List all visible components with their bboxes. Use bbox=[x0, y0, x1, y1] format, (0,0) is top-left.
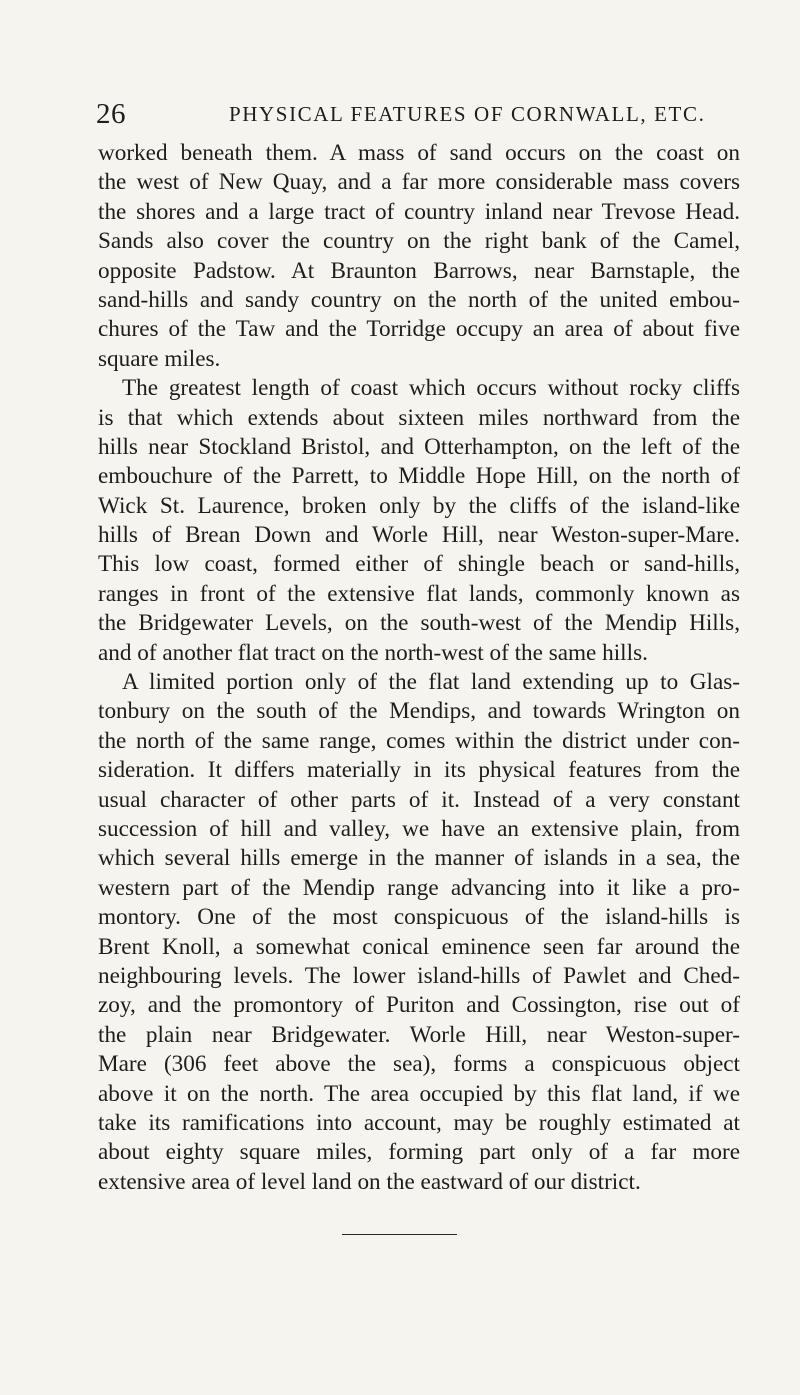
text-line: ranges in front of the extensive flat lands, commonly known as bbox=[98, 580, 740, 607]
text-line: the Bridgewater Levels, on the south-west of the Mendip Hills, bbox=[98, 610, 740, 637]
text-line: tonbury on the south of the Mendips, and towards Wrington on bbox=[98, 698, 740, 725]
text-line: neighbouring levels. The lower island-hills of Pawlet and Ched- bbox=[98, 962, 740, 989]
text-line: sand-hills and sandy country on the north of the united embou- bbox=[98, 286, 740, 313]
text-line: opposite Padstow. At Braunton Barrows, near Barnstaple, the bbox=[98, 257, 740, 284]
text-line: This low coast, formed either of shingle beach or sand-hills, bbox=[98, 551, 740, 578]
paragraph-start-line: A limited portion only of the flat land extending up to Glas- bbox=[122, 669, 740, 696]
text-line: Brent Knoll, a somewhat conical eminence seen far around the bbox=[98, 933, 740, 960]
text-line: above it on the north. The area occupied by this flat land, if we bbox=[98, 1080, 740, 1107]
text-line: worked beneath them. A mass of sand occurs on the coast on bbox=[98, 140, 740, 166]
text-line: western part of the Mendip range advancing into it like a pro- bbox=[98, 874, 740, 901]
text-line: succession of hill and valley, we have an extensive plain, from bbox=[98, 815, 740, 842]
text-line: Mare (306 feet above the sea), forms a conspicuous object bbox=[98, 1051, 740, 1078]
text-line: extensive area of level land on the eastward of our district. bbox=[98, 1168, 641, 1195]
text-line: and of another flat tract on the north-west of the same hills. bbox=[98, 639, 648, 666]
body-text bbox=[98, 139, 740, 1197]
text-line: zoy, and the promontory of Puriton and Cossington, rise out of bbox=[98, 992, 740, 1019]
text-line: about eighty square miles, forming part only of a far more bbox=[98, 1139, 740, 1166]
text-line: which several hills emerge in the manner of islands in a sea, the bbox=[98, 845, 740, 872]
page-header bbox=[96, 94, 736, 134]
text-line: the west of New Quay, and a far more considerable mass covers bbox=[98, 169, 740, 196]
text-line: embouchure of the Parrett, to Middle Hope Hill, on the north of bbox=[98, 463, 740, 490]
text-line: hills of Brean Down and Worle Hill, near Weston-super-Mare. bbox=[98, 522, 740, 549]
text-line: the plain near Bridgewater. Worle Hill, near Weston-super- bbox=[98, 1021, 740, 1048]
text-line: square miles. bbox=[98, 345, 221, 372]
text-line: Wick St. Laurence, broken only by the cliffs of the island-like bbox=[98, 492, 740, 519]
text-line: usual character of other parts of it. Instead of a very constant bbox=[98, 786, 740, 813]
text-line: take its ramifications into account, may be roughly estimated at bbox=[98, 1109, 740, 1136]
text-line: is that which extends about sixteen miles northward from the bbox=[98, 404, 740, 431]
text-line: sideration. It differs materially in its physical features from the bbox=[98, 757, 740, 784]
text-line: Sands also cover the country on the right bank of the Camel, bbox=[98, 228, 740, 255]
text-line: the north of the same range, comes within the district under con- bbox=[98, 727, 740, 754]
text-line: chures of the Taw and the Torridge occupy an area of about five bbox=[98, 316, 740, 343]
text-line: the shores and a large tract of country inland near Trevose Head. bbox=[98, 198, 740, 225]
text-line: hills near Stockland Bristol, and Otterhampton, on the left of the bbox=[98, 433, 740, 460]
page-number: 26 bbox=[96, 98, 126, 130]
paragraph-start-line: The greatest length of coast which occurs without rocky cliffs bbox=[122, 375, 740, 402]
section-divider-rule bbox=[342, 1234, 457, 1235]
text-line: montory. One of the most conspicuous of the island-hills is bbox=[98, 904, 740, 931]
running-title: PHYSICAL FEATURES OF CORNWALL, ETC. bbox=[229, 102, 706, 126]
